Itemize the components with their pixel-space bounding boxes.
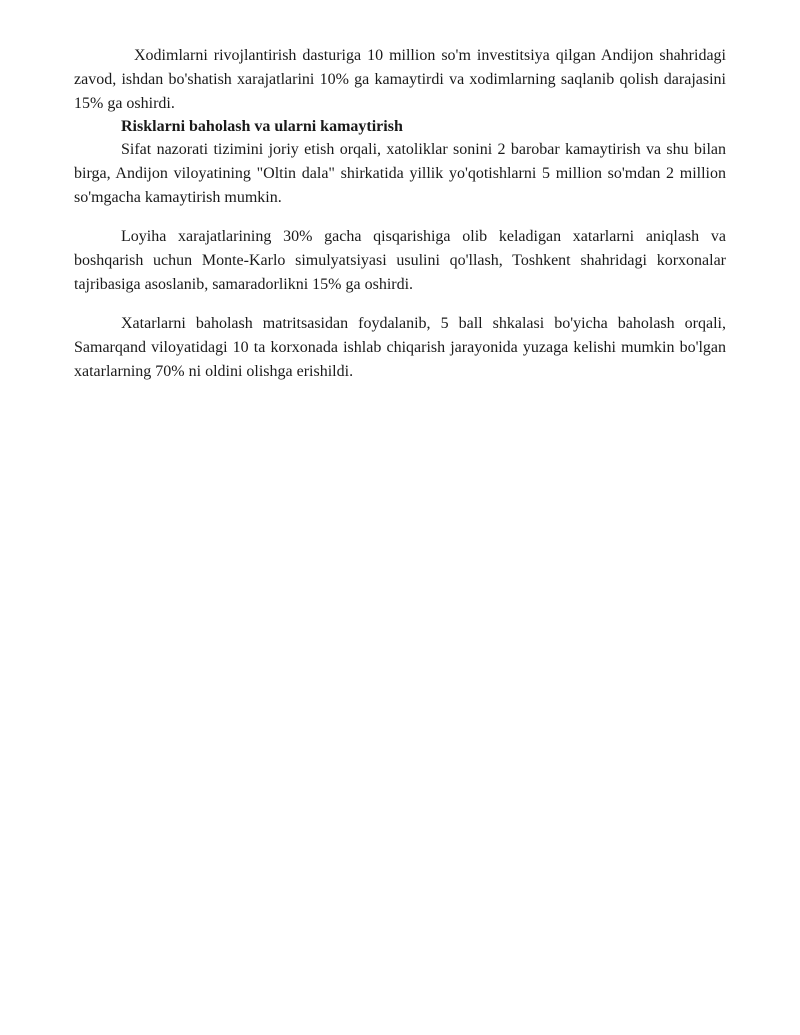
paragraph-risk-matrix: Xatarlarni baholash matritsasidan foydalanib, 5 ball shkalasi bo'yicha baholash orqali, Samarqand viloyatidagi 10 ta korxonada ishlab chiqarish jarayonida yuzaga kelishi mumkin bo'lgan xatarlarning 70% ni oldini olishga erishildi. (74, 315, 726, 380)
paragraph-monte-carlo: Loyiha xarajatlarining 30% gacha qisqarishiga olib keladigan xatarlarni aniqlash va boshqarish uchun Monte-Karlo simulyatsiyasi usulini qo'llash, Toshkent shahridagi korxonalar tajribasiga asoslanib, samaradorlikni 15% ga oshirdi. (74, 228, 726, 293)
paragraph-staff-development: Xodimlarni rivojlantirish dasturiga 10 million so'm investitsiya qilgan Andijon shahridagi zavod, ishdan bo'shatish xarajatlarini 10% ga kamaytirdi va xodimlarning saqlanib qolish darajasini 15% ga oshirdi. (74, 47, 726, 112)
document-body (74, 44, 726, 384)
paragraph-quality-control: Sifat nazorati tizimini joriy etish orqali, xatoliklar sonini 2 barobar kamaytirish va shu bilan birga, Andijon viloyatining "Oltin dala" shirkatida yillik yo'qotishlarni 5 million so'mdan 2 million so'mgacha kamaytirish mumkin. (74, 141, 726, 206)
section-heading: Risklarni baholash va ularni kamaytirish (121, 118, 403, 135)
